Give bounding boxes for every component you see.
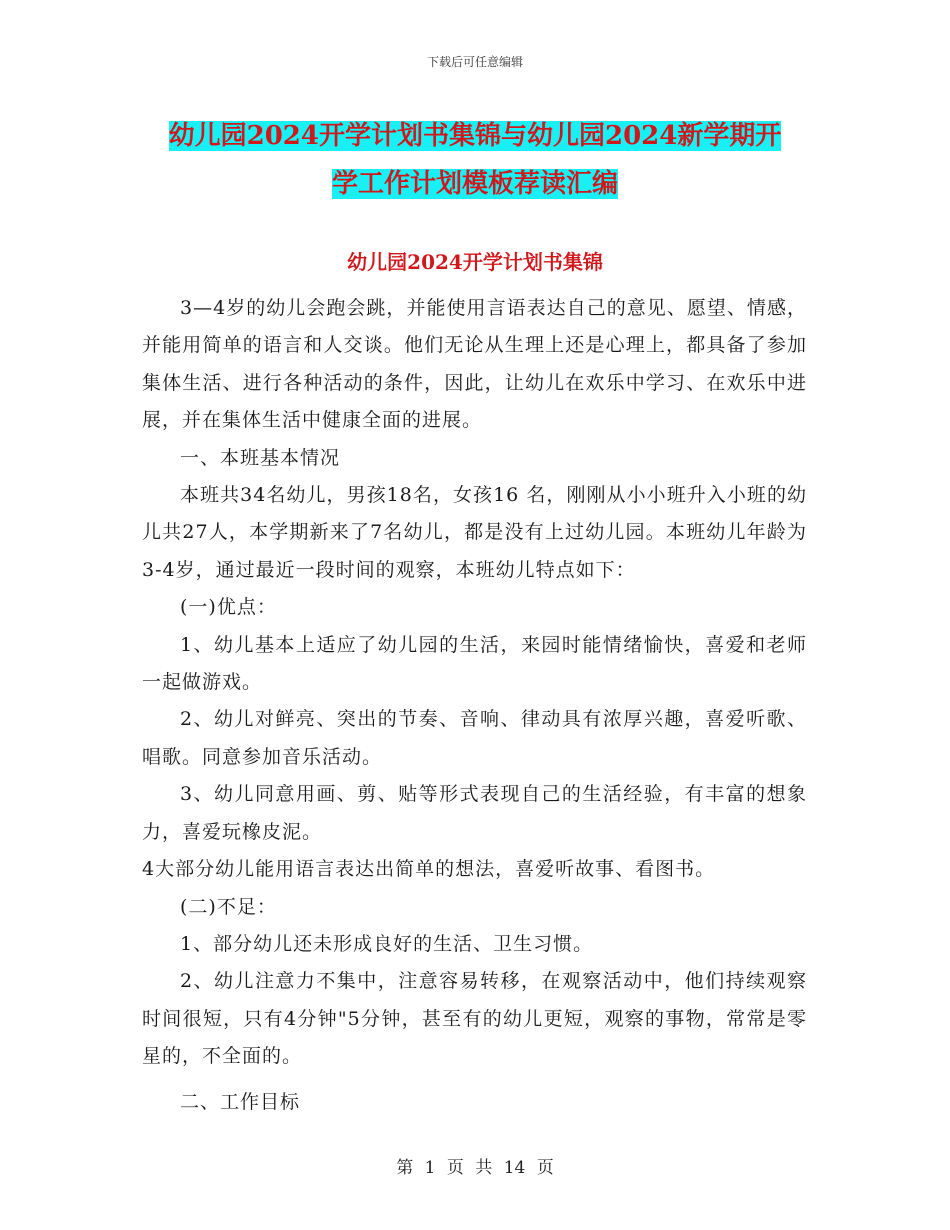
heading-strengths: (一)优点： [180,596,277,619]
heading-work-goals: 二、工作目标 [180,1090,301,1113]
header-note: 下载后可任意编辑 [426,55,523,69]
paragraph-strength-3: 3、幼儿同意用画、剪、贴等形式表现自己的生活经验，有丰富的想象力，喜爱玩橡皮泥。 [142,783,807,843]
paragraph-strength-1: 1、幼儿基本上适应了幼儿园的生活，来园时能情绪愉快，喜爱和老师一起做游戏。 [142,633,807,694]
paragraph-weakness-1: 1、部分幼儿还未形成良好的生活、卫生习惯。 [180,932,594,955]
paragraph-intro: 3—4岁的幼儿会跑会跳，并能使用言语表达自己的意见、愿望、情感，并能用简单的语言和人交谈。他们无论从生理上还是心理上，都具备了参加集体生活、进行各种活动的条件，因此，让幼儿在欢乐中学习、在欢乐中进展，并在集体生活中健康全面的进展。 [142,297,807,432]
heading-weaknesses: (二)不足： [180,895,277,918]
paragraph-strength-2: 2、幼儿对鲜亮、突出的节奏、音响、律动具有浓厚兴趣，喜爱听歌、唱歌。同意参加音乐活动。 [142,708,807,768]
title-line-2: 学工作计划模板荐读汇编 [331,169,618,199]
title-line-1: 幼儿园2024开学计划书集锦与幼儿园2024新学期开 [168,121,782,151]
paragraph-strength-4: 4大部分幼儿能用语言表达出简单的想法，喜爱听故事、看图书。 [142,858,716,881]
page-number: 第 1 页 共 14 页 [396,1158,554,1178]
paragraph-weakness-2: 2、幼儿注意力不集中，注意容易转移，在观察活动中，他们持续观察时间很短，只有4分钟"5分钟，甚至有的幼儿更短，观察的事物，常常是零星的，不全面的。 [142,970,807,1068]
body-text [142,290,807,1121]
heading-class-situation: 一、本班基本情况 [180,446,341,469]
paragraph-class-info: 本班共34名幼儿，男孩18名，女孩16 名，刚刚从小小班升入小班的幼儿共27人，本学期新来了7名幼儿，都是没有上过幼儿园。本班幼儿年龄为3-4岁，通过最近一段时间的观察，本班幼儿特点如下： [142,484,807,581]
document-title [140,112,810,208]
section-title: 幼儿园2024开学计划书集锦 [347,250,603,274]
